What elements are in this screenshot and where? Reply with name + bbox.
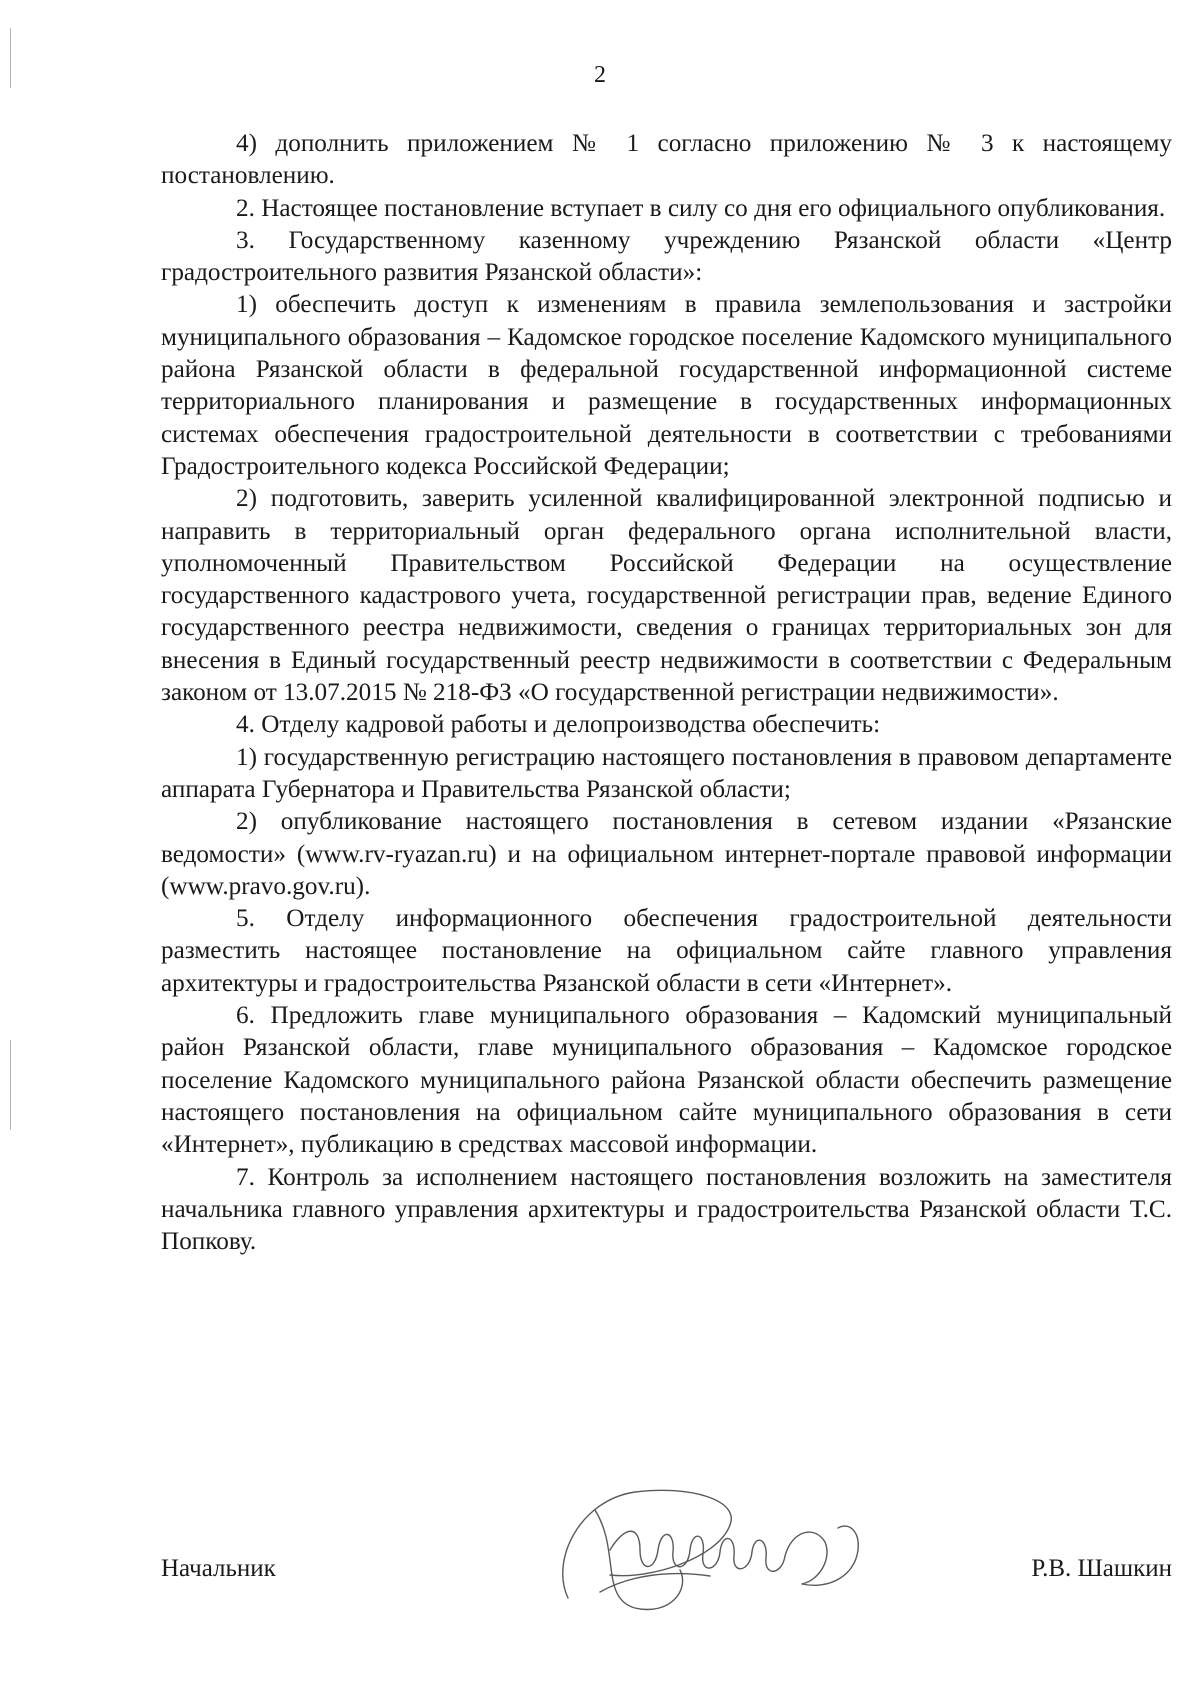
scan-edge-mark <box>10 1040 11 1130</box>
document-body <box>161 128 1172 1258</box>
paragraph-4-hr-department: 4. Отделу кадровой работы и делопроизводства обеспечить: <box>236 711 881 739</box>
paragraph-item-4-addendum: 4) дополнить приложением № 1 согласно приложению № 3 к настоящему постановлению. <box>161 130 1172 190</box>
handwritten-signature <box>540 1480 870 1620</box>
paragraph-3-2-registry: 2) подготовить, заверить усиленной квалифицированной электронной подписью и направить в территориальный орган федерального органа исполнительной власти, уполномоченный Правительством Российской Федерации на осуществление государственного кадастрового учета, государственной регистрации прав, ведение Единого государственного реестра недвижимости, сведения о границах территориальных зон для внесения в Единый государственный реестр недвижимости в соответствии с Федеральным законом от 13.07.2015 № 218-ФЗ «О государственной регистрации недвижимости». <box>161 485 1172 707</box>
signatory-title: Начальник <box>161 1555 276 1582</box>
paragraph-3-center: 3. Государственному казенному учреждению Рязанской области «Центр градостроительного развития Рязанской области»: <box>161 226 1172 287</box>
signature-block <box>161 1555 1172 1595</box>
paragraph-3-1-access: 1) обеспечить доступ к изменениям в правила землепользования и застройки муниципального образования – Кадомское городское поселение Кадомского муниципального района Рязанской области в федеральной государственной информационной системе территориального планирования и размещение в государственных информационных системах обеспечения градостроительной деятельности в соответствии с требованиями Градостроительного кодекса Российской Федерации; <box>161 291 1172 480</box>
paragraph-4-2-publication: 2) опубликование настоящего постановления в сетевом издании «Рязанские ведомости» (www.rv-ryazan.ru) и на официальном интернет-портале правовой информации (www.pravo.gov.ru). <box>161 808 1172 900</box>
paragraph-5-website: 5. Отделу информационного обеспечения градостроительной деятельности разместить настоящее постановление на официальном сайте главного управления архитектуры и градостроительства Рязанской области в сети «Интернет». <box>161 905 1172 997</box>
paragraph-4-1-registration: 1) государственную регистрацию настоящего постановления в правовом департаменте аппарата Губернатора и Правительства Рязанской области; <box>161 743 1172 803</box>
paragraph-7-control: 7. Контроль за исполнением настоящего постановления возложить на заместителя начальника главного управления архитектуры и градостроительства Рязанской области Т.С. Попкову. <box>161 1163 1172 1256</box>
paragraph-2-effective-date: 2. Настоящее постановление вступает в силу со дня его официального опубликования. <box>236 194 1166 222</box>
page-number: 2 <box>594 62 606 88</box>
signatory-name: Р.В. Шашкин <box>1031 1555 1172 1582</box>
paragraph-6-municipality: 6. Предложить главе муниципального образования – Кадомский муниципальный район Рязанской области, главе муниципального образования – Кадомское городское поселение Кадомского муниципального района Рязанской области обеспечить размещение настоящего постановления на официальном сайте муниципального образования в сети «Интернет», публикацию в средствах массовой информации. <box>161 1002 1172 1159</box>
